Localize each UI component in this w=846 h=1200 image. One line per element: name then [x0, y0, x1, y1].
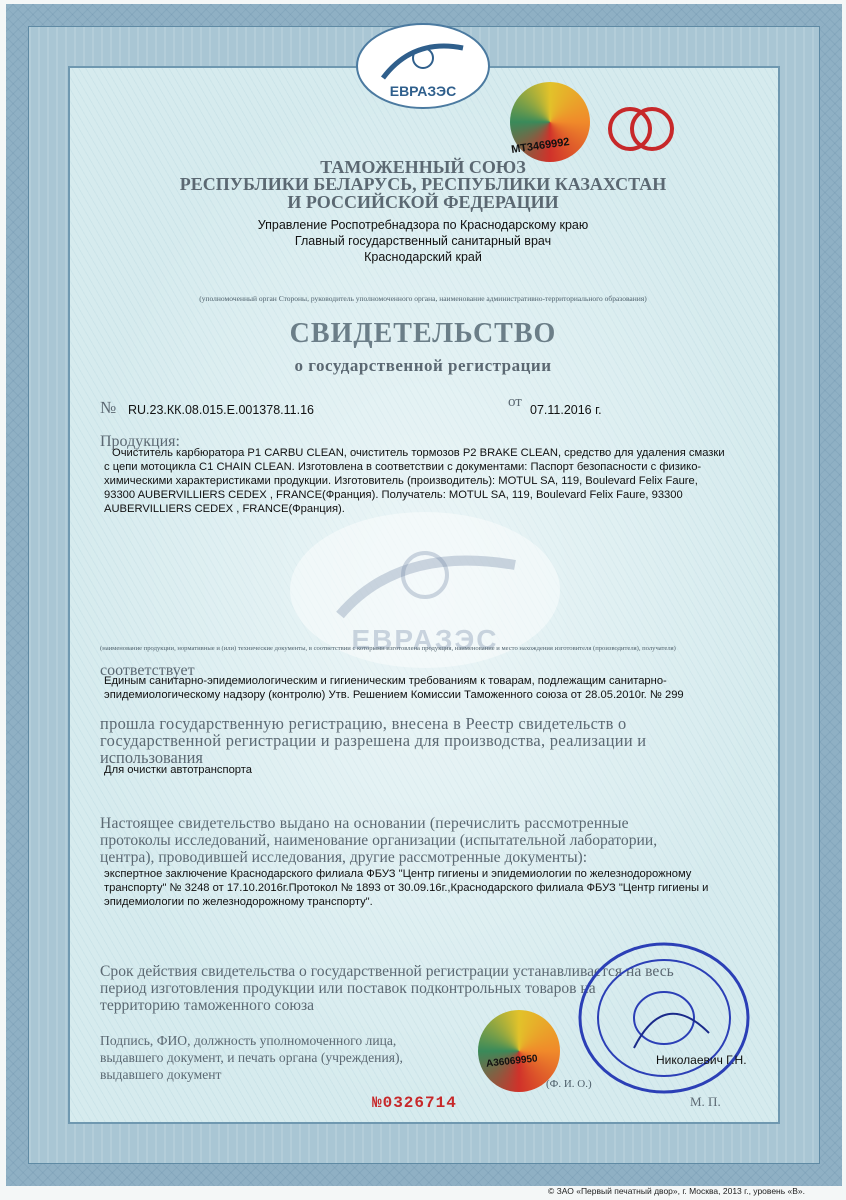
basis-line-3: центра), проводившей исследования, другие рассмотренные документы):: [100, 849, 588, 866]
conformity-line-2: эпидемиологическому надзору (контролю) Утв. Решением Комиссии Таможенного союза от 28.05.2010г. № 299: [104, 689, 684, 701]
product-line-2: с цепи мотоцикла C1 CHAIN CLEAN. Изготовлена в соответствии с документами: Паспорт безопасности с физико-: [104, 461, 702, 473]
product-label: Продукция:: [100, 433, 180, 450]
serial-number: №0326714: [372, 1094, 457, 1112]
product-line-4: 93300 AUBERVILLIERS CEDEX , FRANCE(Франция). Получатель: MOTUL SA, 119, Boulevard Felix Faure, 93300: [104, 489, 683, 501]
from-label: от: [508, 394, 522, 410]
emblem-label: ЕВРАЗЭС: [389, 83, 457, 99]
hologram-code: МТ3469992: [510, 135, 571, 157]
header-line-3: И РОССИЙСКОЙ ФЕДЕРАЦИИ: [287, 192, 559, 212]
product-line-3: химическими характеристиками продукции. Изготовитель (производитель): MOTUL SA, 119, Boulevard Felix Faure,: [104, 475, 698, 487]
signature-caption-line-1: Подпись, ФИО, должность уполномоченного лица,: [100, 1033, 397, 1048]
validity-line-1: Срок действия свидетельства о государственной регистрации устанавливается на весь: [100, 963, 674, 980]
hologram-bottom-code: А36069950: [485, 1053, 539, 1070]
validity-line-2: период изготовления продукции или поставок подконтрольных товаров на: [100, 980, 596, 997]
basis-line-2: протоколы исследований, наименование организации (испытательной лаборатории,: [100, 832, 658, 849]
registration-passed-line-1: прошла государственную регистрацию, внесена в Реестр свидетельств о: [100, 714, 627, 733]
conformity-line-1: Единым санитарно-эпидемиологическим и гигиеническим требованиям к товарам, подлежащим санитарно-: [104, 675, 667, 687]
product-line-1: Очиститель карбюратора P1 CARBU CLEAN, очиститель тормозов P2 BRAKE CLEAN, средство для удаления смазки: [112, 447, 725, 459]
registration-number: RU.23.КК.08.015.Е.001378.11.16: [128, 403, 314, 417]
watermark-label: ЕВРАЗЭС: [351, 624, 499, 655]
registration-passed-line-3: использования: [100, 748, 203, 767]
registration-date: 07.11.2016 г.: [530, 403, 602, 417]
fio-label: (Ф. И. О.): [546, 1078, 592, 1090]
authority-line-2: Главный государственный санитарный врач: [294, 234, 552, 248]
basis-typed-line-3: эпидемиологии по железнодорожному транспорту".: [104, 896, 373, 908]
document-title: СВИДЕТЕЛЬСТВО: [289, 318, 557, 349]
number-label: №: [100, 398, 117, 417]
signature-caption-line-3: выдавшего документ: [100, 1067, 222, 1082]
validity-line-3: территорию таможенного союза: [100, 997, 315, 1014]
usage-purpose: Для очистки автотранспорта: [104, 764, 253, 776]
conformity-mark-icon: [606, 104, 676, 154]
authority-line-1: Управление Роспотребнадзора по Краснодарскому краю: [257, 218, 589, 232]
authority-caption: (уполномоченный орган Стороны, руководитель уполномоченного органа, наименование административно-территориального образования): [199, 294, 647, 303]
signature-caption-line-2: выдавшего документ, и печать органа (учреждения),: [100, 1050, 403, 1065]
basis-typed-line-2: транспорту" № 3248 от 17.10.2016г.Протокол № 1893 от 30.09.16г.,Краснодарского филиала ФБУЗ "Центр гигиены и: [104, 882, 709, 894]
header-line-2: РЕСПУБЛИКИ БЕЛАРУСЬ, РЕСПУБЛИКИ КАЗАХСТАН: [179, 174, 667, 194]
conformity-label: соответствует: [100, 662, 195, 679]
authority-line-3: Краснодарский край: [364, 250, 482, 264]
mp-label: М. П.: [690, 1094, 721, 1109]
product-line-5: AUBERVILLIERS CEDEX , FRANCE(Франция).: [104, 503, 345, 515]
basis-typed-line-1: экспертное заключение Краснодарского филиала ФБУЗ "Центр гигиены и эпидемиологии по железнодорожному: [104, 868, 692, 880]
official-round-seal: [574, 938, 754, 1098]
header-line-1: ТАМОЖЕННЫЙ СОЮЗ: [320, 157, 526, 177]
product-caption: (наименование продукции, нормативные и (или) технические документы, в соответствии с которыми изготовлена продукция, наименование и место нахождения изготовителя (производителя), получателя): [100, 645, 676, 652]
registration-passed-line-2: государственной регистрации и разрешена для производства, реализации и: [100, 731, 647, 750]
basis-line-1: Настоящее свидетельство выдано на основании (перечислить рассмотренные: [100, 815, 629, 832]
signer-name: Николаевич Г.Н.: [656, 1053, 747, 1067]
printer-imprint: © ЗАО «Первый печатный двор», г. Москва, 2013 г., уровень «В».: [548, 1186, 806, 1196]
document-subtitle: о государственной регистрации: [294, 356, 552, 375]
